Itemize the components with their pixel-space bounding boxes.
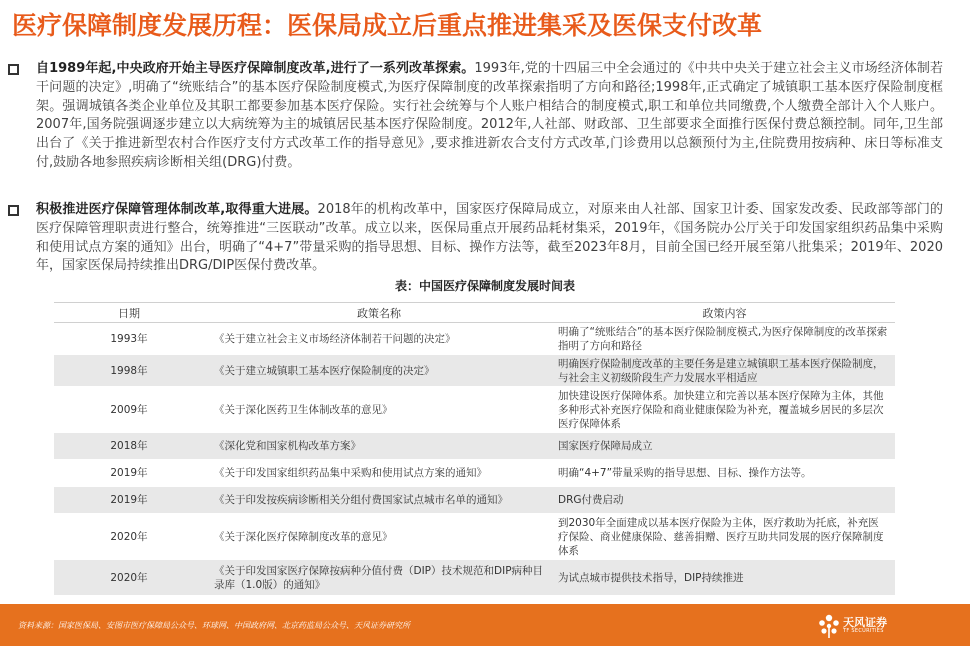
timeline-table xyxy=(54,302,895,596)
page-title: 医疗保障制度发展历程：医保局成立后重点推进集采及医保支付改革 xyxy=(12,11,763,40)
bullet-text xyxy=(36,60,943,173)
cell-policy-content: 明确了“统账结合”的基本医疗保险制度模式,为医疗保障制度的改革探索指明了方向和路径 xyxy=(554,323,895,355)
cell-policy-name: 《深化党和国家机构改革方案》 xyxy=(204,433,554,460)
bullet-paragraph-1 xyxy=(8,60,943,173)
logo-subtitle: TF SECURITIES xyxy=(843,628,884,634)
square-bullet-icon xyxy=(8,64,19,75)
cell-policy-name: 《关于印发按疾病诊断相关分组付费国家试点城市名单的通知》 xyxy=(204,487,554,514)
table-row xyxy=(54,560,895,596)
header-policy-content: 政策内容 xyxy=(554,303,895,323)
cell-date: 2020年 xyxy=(54,514,204,560)
cell-policy-content: 为试点城市提供技术指导，DIP持续推进 xyxy=(554,560,895,596)
cell-policy-content: 到2030年全面建成以基本医疗保险为主体，医疗救助为托底，补充医疗保险、商业健康保险、慈善捐赠、医疗互助共同发展的医疗保障制度体系 xyxy=(554,514,895,560)
table-caption: 表：中国医疗保障制度发展时间表 xyxy=(394,279,575,293)
cell-policy-name: 《关于印发国家组织药品集中采购和使用试点方案的通知》 xyxy=(204,460,554,487)
bullet-text xyxy=(36,201,943,276)
logo-name: 天风证券 xyxy=(843,616,887,629)
table-row xyxy=(54,487,895,514)
cell-date: 2018年 xyxy=(54,433,204,460)
cell-date: 2019年 xyxy=(54,487,204,514)
bullet-lead: 积极推进医疗保障管理体制改革,取得重大进展。 xyxy=(36,202,318,217)
table-row xyxy=(54,387,895,433)
table-row xyxy=(54,514,895,560)
table-row xyxy=(54,355,895,387)
cell-policy-content: 加快建设医疗保障体系。加快建立和完善以基本医疗保障为主体，其他多种形式补充医疗保险和商业健康保险为补充，覆盖城乡居民的多层次医疗保障体系 xyxy=(554,387,895,433)
table-row xyxy=(54,323,895,355)
cell-policy-content: DRG付费启动 xyxy=(554,487,895,514)
cell-date: 2020年 xyxy=(54,560,204,596)
cell-policy-name: 《关于深化医疗保障制度改革的意见》 xyxy=(204,514,554,560)
cell-policy-content: 明确医疗保险制度改革的主要任务是建立城镇职工基本医疗保险制度，与社会主义初级阶段生产力发展水平相适应 xyxy=(554,355,895,387)
table-header-row xyxy=(54,303,895,323)
company-logo xyxy=(815,612,915,640)
cell-policy-name: 《关于建立城镇职工基本医疗保险制度的决定》 xyxy=(204,355,554,387)
source-note: 资料来源：国家医保局、安图市医疗保障局公众号、环球网、中国政府网、北京药监局公众号、天风证券研究所 xyxy=(18,621,410,630)
cell-policy-name: 《关于印发国家医疗保障按病种分值付费（DIP）技术规范和DIP病种目录库（1.0版）的通知》 xyxy=(204,560,554,596)
bullet-body: 2018年的机构改革中，国家医疗保障局成立，对原来由人社部、国家卫计委、国家发改委、民政部等部门的医疗保障管理职责进行整合，统筹推进“三医联动”改革。成立以来，医保局重点开展药品耗材集采，2019年，《国务院办公厅关于印发国家组织药品集中采购和使用试点方案的通知》出台，明确了“4+7”带量采购的指导思想、目标、操作方法等，截至2023年8月，目前全国已经开展至第八批集采；2019年、2020年，国家医保局持续推出DRG/DIP医保付费改革。 xyxy=(36,202,943,274)
cell-policy-name: 《关于建立社会主义市场经济体制若干问题的决定》 xyxy=(204,323,554,355)
cell-date: 1993年 xyxy=(54,323,204,355)
footer-bar xyxy=(0,604,970,646)
logo-flower-icon xyxy=(815,612,843,640)
cell-date: 2019年 xyxy=(54,460,204,487)
bullet-lead: 自1989年起,中央政府开始主导医疗保障制度改革,进行了一系列改革探索。 xyxy=(36,61,475,76)
bullet-body: 1993年,党的十四届三中全会通过的《中共中央关于建立社会主义市场经济体制若干问题的决定》,明确了“统账结合”的基本医疗保险制度模式,为医疗保障制度的改革探索指明了方向和路径;1998年,正式确定了城镇职工基本医疗保险制度框架。强调城镇各类企业单位及其职工都要参加基本医疗保险。实行社会统筹与个人账户相结合的制度模式,职工和单位共同缴费,个人缴费全部计入个人账户。2007年,国务院强调逐步建立以大病统筹为主的城镇居民基本医疗保险制度。2012年,人社部、财政部、卫生部要求全面推行医保付费总额控制。同年,卫生部出台了《关于推进新型农村合作医疗支付方式改革工作的指导意见》,要求推进新农合支付方式改革,门诊费用以总额预付为主,住院费用按病种、床日等标准支付,鼓励各地参照疾病诊断相关组(DRG)付费。 xyxy=(36,61,944,170)
cell-date: 2009年 xyxy=(54,387,204,433)
table-row xyxy=(54,433,895,460)
square-bullet-icon xyxy=(8,205,19,216)
header-policy-name: 政策名称 xyxy=(204,303,554,323)
table-row xyxy=(54,460,895,487)
cell-policy-name: 《关于深化医药卫生体制改革的意见》 xyxy=(204,387,554,433)
cell-date: 1998年 xyxy=(54,355,204,387)
cell-policy-content: 明确“4+7”带量采购的指导思想、目标、操作方法等。 xyxy=(554,460,895,487)
bullet-paragraph-2 xyxy=(8,201,943,276)
cell-policy-content: 国家医疗保障局成立 xyxy=(554,433,895,460)
header-date: 日期 xyxy=(54,303,204,323)
